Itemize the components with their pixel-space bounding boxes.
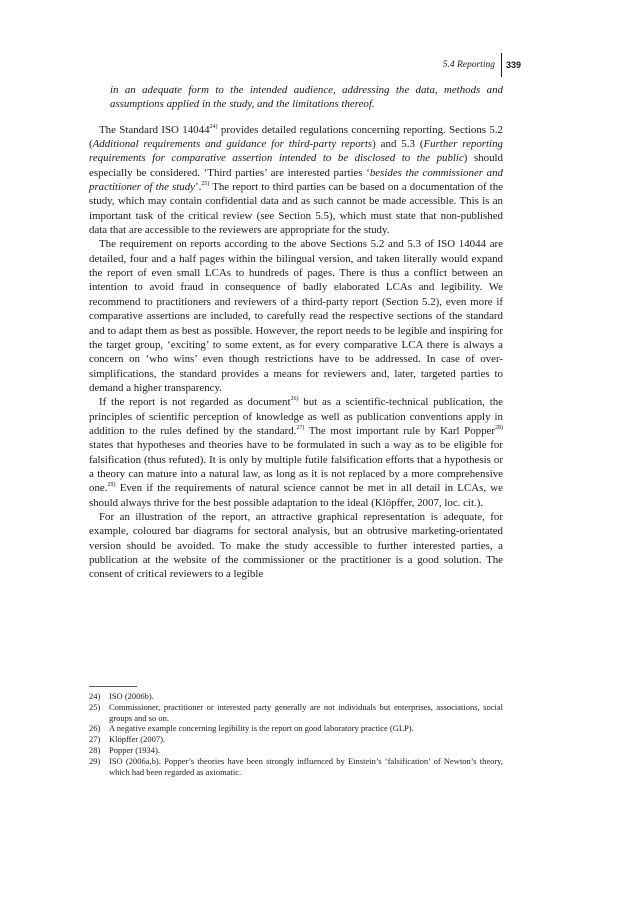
body-text (89, 83, 503, 582)
footnote-text: ISO (2006a,b). Popper’s theories have been strongly influenced by Einstein’s ‘falsification’ of Newton’s theory, which had been regarded as axiomatic. (109, 755, 503, 777)
quoted-requirement: in an adequate form to the intended audience, addressing the data, methods and assumptions applied in the study, and the limitations thereof. (110, 84, 503, 111)
text-run: The most important rule by Karl Popper (304, 424, 495, 437)
running-title: 5.4 Reporting (442, 60, 495, 70)
paragraph-requirements: The requirement on reports according to the above Sections 5.2 and 5.3 of ISO 14044 are detailed, four and a half pages within the bilingual version, and taken literally would expand the report of even small LCAs to hundreds of pages. There is thus a conflict between an intention to avoid fraud in consequence of badly elaborated LCAs and legibility. We recommend to practitioners and reviewers of a third-party report (Section 5.2), even more if comparative assertions are included, to carefully read the respective sections of the standard and to adapt them as best as possible. However, the report needs to be legible and inspiring for the target group, ‘exciting’ to some extent, as for every comparative LCA there is always a concern on ‘who wins’ even though restrictions have to be addressed. In case of over-simplifications, the standard provides a means for reviewers and, later, targeted parties to demand a higher transparency. (89, 238, 503, 394)
footnote-ref-27: 27) (296, 424, 305, 431)
running-header (443, 53, 521, 77)
text-run: The Standard ISO 14044 (99, 123, 210, 136)
footnote-number: 28) (89, 744, 101, 755)
footnote-27 (89, 734, 503, 745)
footnote-24 (89, 691, 503, 702)
text-run: provides detailed regulations concerning reporting. Sections 5.2 ( (89, 123, 504, 151)
text-run: ’. (194, 181, 202, 194)
footnote-ref-24: 24) (209, 123, 218, 130)
footnote-number: 26) (89, 723, 101, 734)
footnote-text: Klöpffer (2007). (109, 734, 166, 745)
footnote-ref-26: 26) (290, 396, 299, 403)
footnotes (89, 691, 503, 777)
footnote-number: 27) (89, 734, 101, 745)
footnote-text: ISO (2006b). (109, 691, 154, 701)
footnote-ref-28: 28) (495, 424, 503, 431)
text-run: ) should especially be considered. ‘Third parties’ are interested parties ‘ (89, 152, 503, 179)
footnote-number: 25) (89, 701, 101, 712)
section-title-5-2: Additional requirements and guidance for third-party reports (92, 138, 373, 151)
paragraph-scientific-publication (89, 395, 503, 510)
footnote-text: A negative example concerning legibility is the report on good laboratory practice (GLP). (109, 723, 414, 734)
footnote-text: Commissioner, practitioner or interested party generally are not individuals but enterprises, associations, social groups and so on. (109, 701, 503, 723)
footnote-29 (89, 756, 503, 778)
footnote-divider (89, 686, 137, 687)
text-run: Even if the requirements of natural science cannot be met in all detail in LCAs, we should always thrive for the best possible adaptation to the ideal (Klöpffer, 2007, loc. cit.). (89, 482, 503, 509)
paragraph-iso-reporting (89, 123, 503, 238)
header-divider (501, 53, 502, 77)
text-run: ) and 5.3 ( (372, 138, 424, 151)
footnote-ref-29: 29) (107, 482, 116, 489)
footnote-number: 24) (89, 691, 101, 701)
footnote-28 (89, 745, 503, 756)
footnote-25 (89, 702, 503, 724)
footnote-ref-25: 25) (201, 181, 210, 188)
text-run: If the report is not regarded as document (99, 396, 291, 409)
text-run: but as a scientific-technical publication, the principles of scientific perception of knowledge as well as publication conventions apply in addition to the rules defined by the standard. (89, 396, 503, 437)
text-run: The report to third parties can be based on a documentation of the study, which may contain confidential data and as such cannot be made accessible. This is an important task of the critical review (see Section 5.5), which must state that non-published data that are accessible to the reviewers are appropriate for the study. (89, 181, 503, 237)
footnote-26 (89, 723, 503, 734)
page-number: 339 (505, 60, 521, 70)
footnote-text: Popper (1934). (109, 744, 160, 755)
quoted-definition: besides the commissioner and practitioner of the study (89, 166, 504, 194)
text-run: states that hypotheses and theories have to be formulated in such a way as to be eligible for falsification (thus refuted). It is only by multiple futile falsification efforts that a hypothesis or a theory can mature into a natural law, as long as it is not replaced by a more comprehensive one. (89, 439, 503, 495)
footnote-number: 29) (89, 755, 101, 766)
section-title-5-3: Further reporting requirements for comparative assertion intended to be disclosed to the public (89, 138, 503, 165)
paragraph-illustration: For an illustration of the report, an attractive graphical representation is adequate, for example, coloured bar diagrams for sectoral analysis, but an obtrusive marketing-orientated version should be avoided. To make the study accessible to further interested parties, a publication at the website of the commissioner or the practitioner is a good solution. The consent of critical reviewers to a legible (89, 510, 503, 581)
